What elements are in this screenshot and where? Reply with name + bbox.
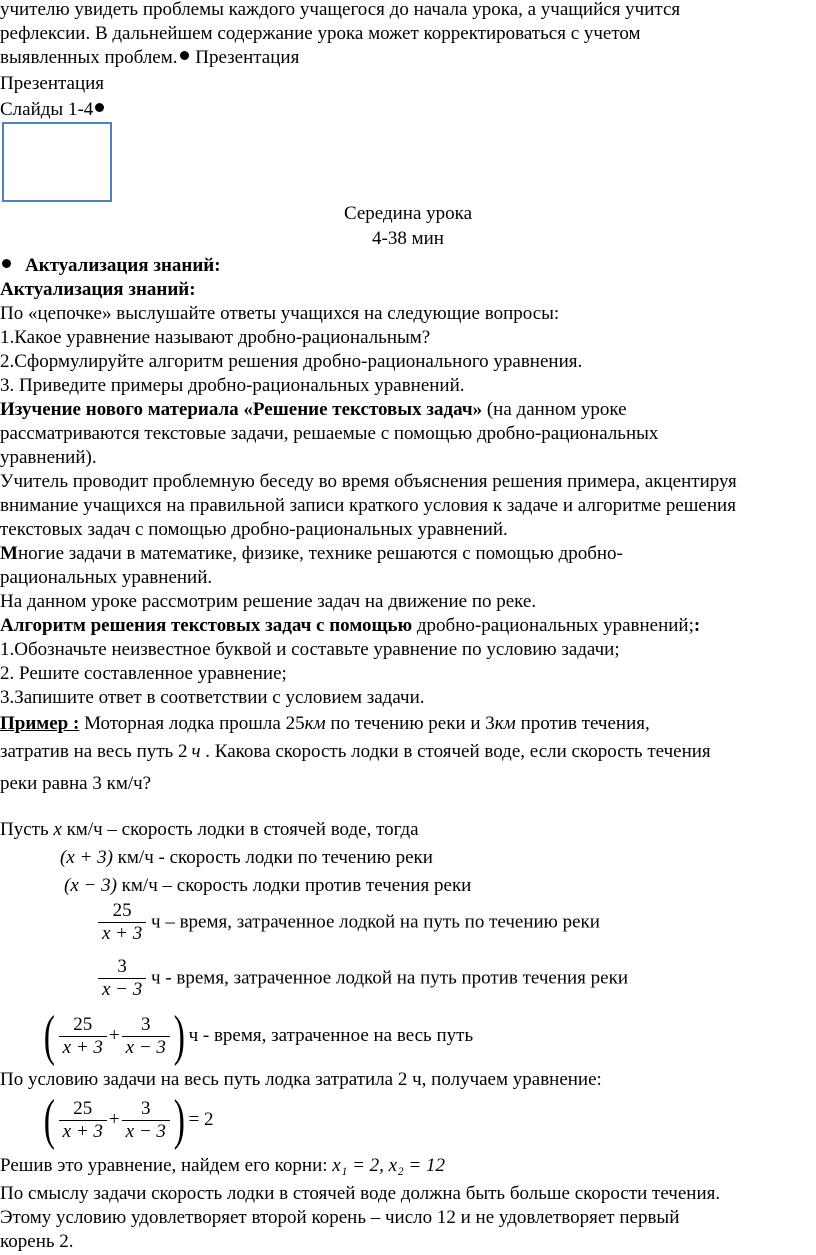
fraction-numerator: 25	[73, 1097, 93, 1119]
roots-text: Решив это уравнение, найдем его корни:	[0, 1155, 333, 1176]
new-material-title	[0, 398, 627, 422]
left-paren: (	[43, 1089, 55, 1151]
example-text-5: . Какова скорость лодки в стоячей воде, если скорость течения	[200, 741, 711, 762]
right-paren: )	[173, 1005, 185, 1067]
example-line-2	[0, 740, 711, 764]
fraction	[98, 956, 146, 1001]
algorithm-colon: :	[693, 615, 701, 636]
teacher-paragraph-1: Учитель проводит проблемную беседу во время объяснения решения примера, акцентируя	[0, 471, 737, 492]
example-text-2: по течению реки и	[325, 713, 486, 734]
intro-line-3-text: выявленных проблем.	[0, 47, 178, 68]
fraction	[98, 900, 146, 945]
example-distance-1: 25	[285, 713, 305, 734]
fraction	[59, 1098, 107, 1143]
equation-rhs: = 2	[188, 1109, 214, 1130]
new-material-title-rest: (на данном уроке	[482, 399, 627, 420]
conclusion-line-1: По смыслу задачи скорость лодки в стоячей воде должна быть больше скорости течения.	[0, 1183, 721, 1204]
example-text-4: затратив на весь путь	[0, 741, 178, 762]
example-unit-2: км	[494, 713, 516, 734]
equation-row	[40, 1089, 214, 1151]
many-problems-line-1	[0, 542, 623, 566]
intro-line-3	[0, 46, 299, 70]
fraction-numerator: 25	[73, 1013, 93, 1035]
many-problems-initial: М	[0, 543, 18, 564]
example-line-1	[0, 712, 650, 736]
algorithm-title-rest: дробно-рациональных уравнений;	[412, 615, 694, 636]
bullet-icon	[95, 103, 104, 112]
bullet-icon	[180, 51, 189, 60]
middle-title: Середина урока	[343, 203, 473, 224]
question-2: 2.Сформулируйте алгоритм решения дробно-рационального уравнения.	[0, 351, 583, 372]
intro-line-3-presentation: Презентация	[190, 47, 300, 68]
conclusion-line-2: Этому условию удовлетворяет второй корень – число 12 и не удовлетворяет первый	[0, 1207, 680, 1228]
algorithm-title	[0, 614, 700, 638]
time-upstream-text: ч - время, затраченное лодкой на путь против течения реки	[146, 967, 629, 989]
example-hours: 2	[177, 741, 188, 762]
question-1: 1.Какое уравнение называют дробно-рациональным?	[0, 327, 431, 348]
actualization-heading-1	[0, 254, 221, 278]
actualization-heading-2: Актуализация знаний:	[0, 279, 196, 300]
example-hour-unit: ч	[191, 741, 201, 762]
upstream-expr: (x − 3)	[64, 875, 117, 896]
downstream-expr: (x + 3)	[60, 847, 113, 868]
algorithm-step-1: 1.Обозначьте неизвестное буквой и составьте уравнение по условию задачи;	[0, 639, 620, 660]
fraction	[122, 1014, 170, 1059]
fraction-denominator: x + 3	[59, 1120, 107, 1143]
slides-label: Слайды 1-4	[0, 99, 94, 120]
intro-line-2: рефлексии. В дальнейшем содержание урока может корректироваться с учетом	[0, 23, 641, 44]
fraction-denominator: x − 3	[98, 978, 146, 1001]
intro-line-1: учителю увидеть проблемы каждого учащегося до начала урока, а учащийся учится	[0, 0, 681, 20]
bullet-icon	[2, 259, 11, 268]
fraction-numerator: 3	[141, 1013, 151, 1035]
fraction-denominator: x − 3	[122, 1120, 170, 1143]
example-text-3: против течения,	[515, 713, 650, 734]
roots-values: x₁ = 2, x₂ = 12	[332, 1155, 446, 1176]
conclusion-line-3: корень 2.	[0, 1231, 74, 1252]
let-text-a: Пусть	[0, 819, 54, 840]
fraction-denominator: x − 3	[122, 1036, 170, 1059]
example-label: Пример :	[0, 713, 80, 734]
condition-line: По условию задачи на весь путь лодка затратила 2 ч, получаем уравнение:	[0, 1069, 602, 1090]
fraction-denominator: x + 3	[98, 922, 146, 945]
fraction	[59, 1014, 107, 1059]
let-line	[0, 818, 419, 842]
example-unit-1: км	[304, 713, 326, 734]
question-3: 3. Приведите примеры дробно-рациональных уравнений.	[0, 375, 465, 396]
new-material-title-bold: Изучение нового материала «Решение текстовых задач»	[0, 399, 483, 420]
var-x: x	[53, 819, 62, 840]
algorithm-step-3: 3.Запишите ответ в соответствии с условием задачи.	[0, 687, 425, 708]
example-line-3: реки равна 3 км/ч?	[0, 773, 152, 794]
example-text-1: Моторная лодка прошла	[79, 713, 286, 734]
total-time-text: ч - время, затраченное на весь путь	[188, 1025, 474, 1046]
time-downstream-text: ч – время, затраченное лодкой на путь по течению реки	[146, 911, 600, 933]
actualization-heading-1-text: Актуализация знаний:	[25, 255, 221, 276]
plus-sign: +	[108, 1109, 120, 1130]
fraction-denominator: x + 3	[59, 1036, 107, 1059]
fraction	[122, 1098, 170, 1143]
downstream-text: км/ч - скорость лодки по течению реки	[112, 847, 433, 868]
teacher-paragraph-2: внимание учащихся на правильной записи краткого условия к задаче и алгоритме решения	[0, 495, 736, 516]
many-problems-text: ногие задачи в математике, физике, технике решаются с помощью дробно-	[17, 543, 623, 564]
right-paren: )	[173, 1089, 185, 1151]
time-upstream-row	[98, 956, 628, 1001]
new-material-line-2: рассматриваются текстовые задачи, решаемые с помощью дробно-рациональных	[0, 423, 659, 444]
example-distance-2: 3	[485, 713, 495, 734]
algorithm-title-bold: Алгоритм решения текстовых задач с помощью	[0, 615, 413, 636]
let-text-b: км/ч – скорость лодки в стоячей воде, тогда	[61, 819, 419, 840]
left-paren: (	[43, 1005, 55, 1067]
new-material-line-3: уравнений).	[0, 447, 97, 468]
upstream-line	[64, 874, 471, 898]
algorithm-step-2: 2. Решите составленное уравнение;	[0, 663, 287, 684]
upstream-text: км/ч – скорость лодки против течения реки	[116, 875, 472, 896]
actualization-intro: По «цепочке» выслушайте ответы учащихся на следующие вопросы:	[0, 303, 560, 324]
middle-time: 4-38 мин	[372, 228, 444, 249]
time-downstream-row	[98, 900, 600, 945]
empty-frame	[2, 122, 112, 202]
fraction-numerator: 3	[117, 956, 127, 977]
plus-sign: +	[108, 1025, 120, 1046]
teacher-paragraph-3: текстовых задач с помощью дробно-рациональных уравнений.	[0, 519, 508, 540]
intro-line-5	[0, 98, 106, 122]
many-problems-line-3: На данном уроке рассмотрим решение задач на движение по реке.	[0, 591, 537, 612]
downstream-line	[60, 846, 433, 870]
fraction-numerator: 25	[112, 900, 132, 921]
intro-line-4: Презентация	[0, 73, 105, 94]
roots-line	[0, 1154, 445, 1178]
many-problems-line-2: рациональных уравнений.	[0, 567, 213, 588]
total-time-row	[40, 1005, 474, 1067]
fraction-numerator: 3	[141, 1097, 151, 1119]
